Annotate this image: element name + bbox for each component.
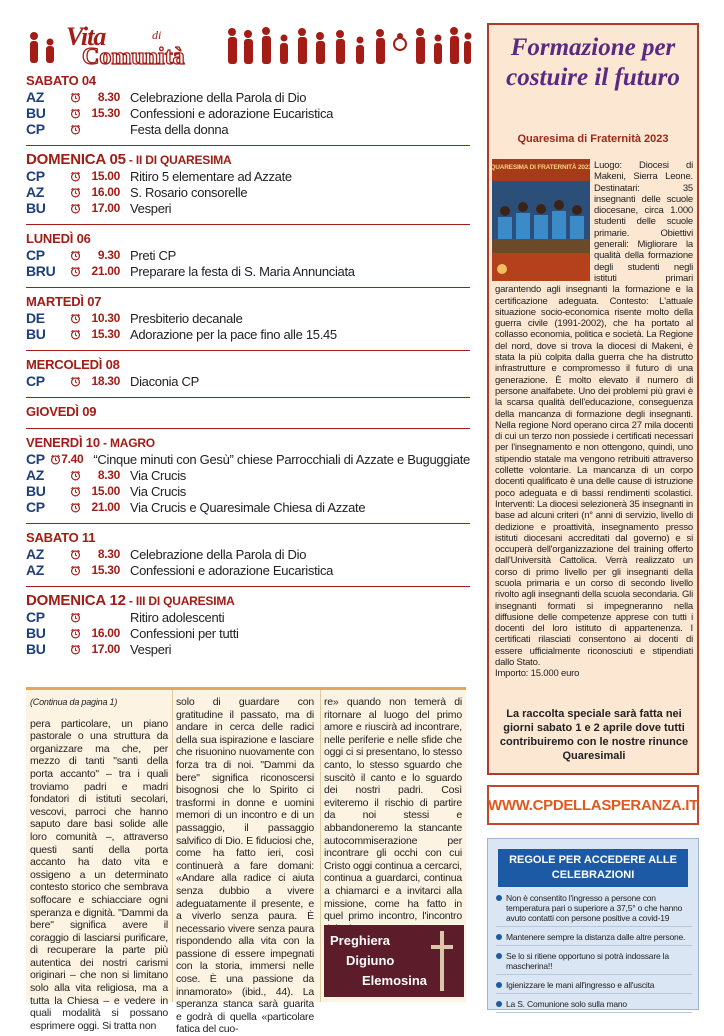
day-name: LUNEDÌ 06 <box>26 231 91 246</box>
event-location: CP <box>26 247 45 263</box>
agenda-event <box>26 546 470 562</box>
day-heading <box>26 73 470 89</box>
day-name: SABATO 11 <box>26 530 96 545</box>
day-separator <box>26 287 470 288</box>
day-separator <box>26 350 470 351</box>
agenda-event <box>26 451 470 467</box>
event-title: Presbiterio decanale <box>130 310 243 326</box>
alarm-clock-icon <box>70 627 88 639</box>
day-separator <box>26 523 470 524</box>
day-heading <box>26 357 470 373</box>
agenda-day <box>26 73 470 137</box>
day-name: MARTEDÌ 07 <box>26 294 102 309</box>
agenda-event <box>26 609 470 625</box>
day-subtitle: - III DI QUARESIMA <box>125 594 235 608</box>
continued-note: (Continua da pagina 1) <box>30 697 118 707</box>
day-separator <box>26 145 470 146</box>
rule-item: La S. Comunione solo sulla mano <box>496 999 692 1013</box>
day-heading <box>26 593 470 609</box>
event-time: 16.00 <box>91 185 120 199</box>
event-location: CP <box>26 609 45 625</box>
agenda-event <box>26 89 470 105</box>
event-title: Vesperi <box>130 200 172 216</box>
fasting-label: Digiuno <box>346 953 395 968</box>
day-name: VENERDÌ 10 <box>26 435 100 450</box>
agenda-day <box>26 357 470 389</box>
agenda-event <box>26 310 470 326</box>
formazione-subtitle: Quaresima di Fraternità 2023 <box>517 133 669 145</box>
agenda-day <box>26 593 470 657</box>
alarm-clock-icon <box>70 249 88 261</box>
rules-box <box>487 838 699 1010</box>
almsgiving-label: Elemosina <box>362 973 428 988</box>
event-time: 8.30 <box>97 468 120 482</box>
alarm-clock-icon <box>70 643 88 655</box>
formazione-title: Formazione per costuire il futuro <box>506 34 680 91</box>
formazione-importo: Importo: 15.000 euro <box>495 668 580 680</box>
formazione-body <box>492 160 693 680</box>
day-subtitle: - MAGRO <box>99 436 155 450</box>
event-location: AZ <box>26 546 45 562</box>
alarm-clock-icon <box>70 485 88 497</box>
formazione-box <box>487 23 699 775</box>
agenda-day <box>26 530 470 578</box>
alarm-clock-icon <box>70 265 88 277</box>
rule-item: Non è consentito l'ingresso a persone con temperatura pari o superiore a 37,5° o che hanno avuto contatti con persone positive a covid-19 <box>496 893 692 927</box>
day-separator <box>26 224 470 225</box>
event-time: 8.30 <box>97 547 120 561</box>
event-time: 7.40 <box>61 452 84 466</box>
agenda-event <box>26 625 470 641</box>
event-location: DE <box>26 310 45 326</box>
day-heading <box>26 530 470 546</box>
event-location: BU <box>26 641 46 657</box>
alarm-clock-icon <box>70 328 88 340</box>
event-location: CP <box>26 451 45 467</box>
day-heading <box>26 294 470 310</box>
event-title: Celebrazione della Parola di Dio <box>130 546 307 562</box>
event-title: Vesperi <box>130 641 172 657</box>
agenda-event <box>26 200 470 216</box>
article-column-1 <box>30 696 168 1032</box>
event-title: Ritiro adolescenti <box>130 609 225 625</box>
day-name: GIOVEDÌ 09 <box>26 404 97 419</box>
event-location: BU <box>26 483 46 499</box>
masthead-comunita: Comunità <box>82 44 185 70</box>
rule-item: Mantenere sempre la distanza dalle altre persone. <box>496 932 692 946</box>
quaresima-poster-image <box>492 159 590 284</box>
agenda-event <box>26 562 470 578</box>
agenda-event <box>26 121 470 137</box>
masthead <box>22 22 472 70</box>
alarm-clock-icon <box>70 548 88 560</box>
agenda-event <box>26 105 470 121</box>
website-link[interactable]: WWW.CPDELLASPERANZA.IT <box>487 785 699 825</box>
prayer-banner <box>324 925 464 997</box>
alarm-clock-icon <box>70 564 88 576</box>
agenda-event <box>26 168 470 184</box>
article-column-3: re» quando non temerà di ritornare al luogo del primo amore e riuscirà ad incontrare, nelle periferie e nelle sfide che oggi ci si presentano, lo stesso canto, lo stesso sguardo che suscitò il canto e lo sguardo dei nostri padri. Così eviteremo il rischio di partire da noi stessi e abbandoneremo la stancante autocommiserazione per incontrare gli occhi con cui Cristo oggi continua a cercarci, continua a guardarci, continua a chiamarci e a invitarci alla missione, come ha fatto in quel primo incontro, l'incontro <box>324 696 462 923</box>
event-time: 9.30 <box>97 248 120 262</box>
agenda-event <box>26 326 470 342</box>
event-location: CP <box>26 373 45 389</box>
agenda-event <box>26 499 470 515</box>
event-location: CP <box>26 121 45 137</box>
event-time: 17.00 <box>91 201 120 215</box>
agenda-event <box>26 483 470 499</box>
agenda-day <box>26 152 470 216</box>
alarm-clock-icon <box>70 312 88 324</box>
event-title: Preparare la festa di S. Maria Annunciata <box>130 263 355 279</box>
event-time: 18.30 <box>91 374 120 388</box>
day-separator <box>26 428 470 429</box>
day-separator <box>26 586 470 587</box>
agenda-event <box>26 263 470 279</box>
alarm-clock-icon <box>70 186 88 198</box>
rules-list <box>496 893 692 1018</box>
event-time: 10.30 <box>91 311 120 325</box>
alarm-clock-icon <box>70 123 88 135</box>
agenda-event <box>26 184 470 200</box>
event-location: BU <box>26 105 46 121</box>
day-heading <box>26 404 470 420</box>
alarm-clock-icon <box>70 107 88 119</box>
event-title: Festa della donna <box>130 121 229 137</box>
day-name: MERCOLEDÌ 08 <box>26 357 120 372</box>
event-time: 17.00 <box>91 642 120 656</box>
event-location: AZ <box>26 89 45 105</box>
masthead-di: di <box>152 28 162 42</box>
day-name: DOMENICA 05 <box>26 151 126 168</box>
rule-item: Se lo si ritiene opportuno si potrà indossare la mascherina!! <box>496 951 692 975</box>
alarm-clock-icon <box>50 453 61 465</box>
alarm-clock-icon <box>70 91 88 103</box>
article-column-2: solo di guardare con gratitudine il passato, ma di andare in cerca delle radici della sua ispirazione e lasciare che risuonino nuovamente con forza tra di noi. "Dammi da bere" significa riconoscersi bisognosi che lo Spirito ci trasformi in donne e uomini memori di un incontro e di un passaggio, il passaggio salvifico di Dio. E fiduciosi che, come ha fatto ieri, così continuerà a fare domani: «Andare alla radice ci aiuta senza dubbio a vivere adeguatamente il presente, e a viverlo senza paura. È necessario vivere senza paura rispondendo alla vita con la passione di essere impegnati con la storia, immersi nelle cose. È una passione da innamorato» (ibid., 44). La speranza stanca sarà guarita e godrà di quella «particolare fatica del cuo- <box>176 696 314 1036</box>
agenda-event <box>26 467 470 483</box>
day-subtitle: - II DI QUARESIMA <box>125 153 232 167</box>
agenda-event <box>26 641 470 657</box>
day-name: SABATO 04 <box>26 73 96 88</box>
event-time: 8.30 <box>97 90 120 104</box>
event-time: 15.30 <box>91 563 120 577</box>
event-title: S. Rosario consorelle <box>130 184 248 200</box>
event-location: AZ <box>26 184 45 200</box>
event-location: CP <box>26 499 45 515</box>
agenda-event <box>26 247 470 263</box>
day-heading <box>26 231 470 247</box>
event-location: CP <box>26 168 45 184</box>
event-location: BU <box>26 200 46 216</box>
event-title: Celebrazione della Parola di Dio <box>130 89 307 105</box>
event-title: Confessioni per tutti <box>130 625 239 641</box>
masthead-vita: Vita <box>66 22 106 51</box>
event-location: BU <box>26 625 46 641</box>
event-location: BRU <box>26 263 56 279</box>
alarm-clock-icon <box>70 375 88 387</box>
agenda-day <box>26 231 470 279</box>
agenda-event <box>26 373 470 389</box>
event-title: Via Crucis <box>130 483 187 499</box>
event-time: 21.00 <box>91 264 120 278</box>
formazione-body-text: Luogo: Diocesi di Makeni, Sierra Leone. Destinatari: 35 insegnanti delle scuole diocesane, circa 1.000 studenti delle scuole primarie. Obiettivi generali: Migliorare la qualità della formazione degli studenti negli istituti primari garantendo agli insegnanti la formazione e la certificazione adeguata. Contesto: L'attuale situazione socio-economica risente molto della guerra civile (1991-2002), che ha portato al collasso economia, politica e società. La Regione del nord, dove si trova la diocesi di Makeni, è stata la più colpita dalla guerra che ha distrutto infrastrutture e compromesso il futuro di una generazione. È molto elevato il numero di persone analfabete. Uno dei problemi più gravi è la scarsa qualità dell'educazione, conseguenza della mancanza di formazione degli insegnanti. Nella regione Nord operano circa 27 mila docenti di cui un terzo non possiede i certificati necessari per l'insegnamento e non ottengono, quindi, uno stipendio statale ma vengono retribuiti attraverso collette volontarie. La mancanza di un corpo docenti qualificato è una delle cause di istruzione poco adeguata e di bassi rendimenti scolastici. Interventi: La diocesi selezionerà 35 insegnanti in base ad alcuni criteri (n° anni di servizio, livello di dedizione e proattività, insegnamento presso istituti diocesani accreditati dal governo) e si occuperà dell'organizzazione del training offerto dall'Università Cattolica. Verrà realizzato un corso di primo livello per gli insegnanti della scuola primaria e un corso di secondo livello rivolto agli insegnanti della scuola secondaria. Gli insegnanti formati si impegneranno nella diffusione delle competenze apprese con tutti i docenti del loro istituto di appartenenza. I certificati rilasciati consentono ai docenti di essere ufficialmente riconosciuti e stipendiati dallo Stato. <box>495 160 693 669</box>
event-title: Ritiro 5 elementare ad Azzate <box>130 168 292 184</box>
event-time: 15.00 <box>91 484 120 498</box>
alarm-clock-icon <box>70 170 88 182</box>
event-title: Adorazione per la pace fino alle 15.45 <box>130 326 337 342</box>
event-title: Confessioni e adorazione Eucaristica <box>130 562 334 578</box>
event-time: 15.30 <box>91 106 120 120</box>
agenda-day <box>26 435 470 515</box>
day-heading <box>26 152 470 168</box>
agenda-day <box>26 404 470 420</box>
event-title: Confessioni e adorazione Eucaristica <box>130 105 334 121</box>
event-title: Via Crucis e Quaresimale Chiesa di Azzate <box>130 499 366 515</box>
event-title: Preti CP <box>130 247 177 263</box>
event-location: BU <box>26 326 46 342</box>
rules-title: REGOLE PER ACCEDERE ALLE CELEBRAZIONI <box>498 849 688 887</box>
weekly-agenda <box>26 73 470 665</box>
day-heading <box>26 435 470 451</box>
agenda-day <box>26 294 470 342</box>
cross-icon <box>428 929 456 993</box>
day-name: DOMENICA 12 <box>26 592 126 609</box>
event-title: Diaconia CP <box>130 373 199 389</box>
formazione-closing: La raccolta speciale sarà fatta nei giorni sabato 1 e 2 aprile dove tutti contribuiremo con le nostre rinunce Quaresimali <box>499 708 689 762</box>
event-time: 15.00 <box>91 169 120 183</box>
event-title: “Cinque minuti con Gesù” chiese Parrocchiali di Azzate e Buguggiate <box>93 451 470 467</box>
poster-heading: QUARESIMA DI FRATERNITÀ 2023 <box>492 164 590 171</box>
alarm-clock-icon <box>70 611 88 623</box>
event-location: AZ <box>26 467 45 483</box>
rule-item: Igienizzare le mani all'ingresso e all'uscita <box>496 980 692 994</box>
event-title: Via Crucis <box>130 467 187 483</box>
event-location: AZ <box>26 562 45 578</box>
alarm-clock-icon <box>70 202 88 214</box>
alarm-clock-icon <box>70 501 88 513</box>
event-time: 16.00 <box>91 626 120 640</box>
day-separator <box>26 397 470 398</box>
alarm-clock-icon <box>70 469 88 481</box>
event-time: 21.00 <box>91 500 120 514</box>
prayer-label: Preghiera <box>330 933 390 948</box>
article-text-1: pera particolare, un piano pastorale o una struttura da organizzare ma che, per mezzo di tanti "santi della porta accanto" – tra i quali troviamo padri e madri fondatori di istituti secolari, vescovi, parroci che hanno saputo dare basi solide alle loro comunità –, attraverso questi santi della porta accanto ha dato vita e ossigeno a un determinato contesto storico che sembrava soffocare e schiacciare ogni speranza e dignità. "Dammi da bere" significa avere il coraggio di lasciarsi purificare, di recuperare la parte più autentica dei nostri carismi originari – che non si limitano solo alla vita religiosa, ma a tutta la Chiesa – e vedere in quali modalità si possano esprimere oggi. Si tratta non <box>30 717 168 1032</box>
event-time: 15.30 <box>91 327 120 341</box>
